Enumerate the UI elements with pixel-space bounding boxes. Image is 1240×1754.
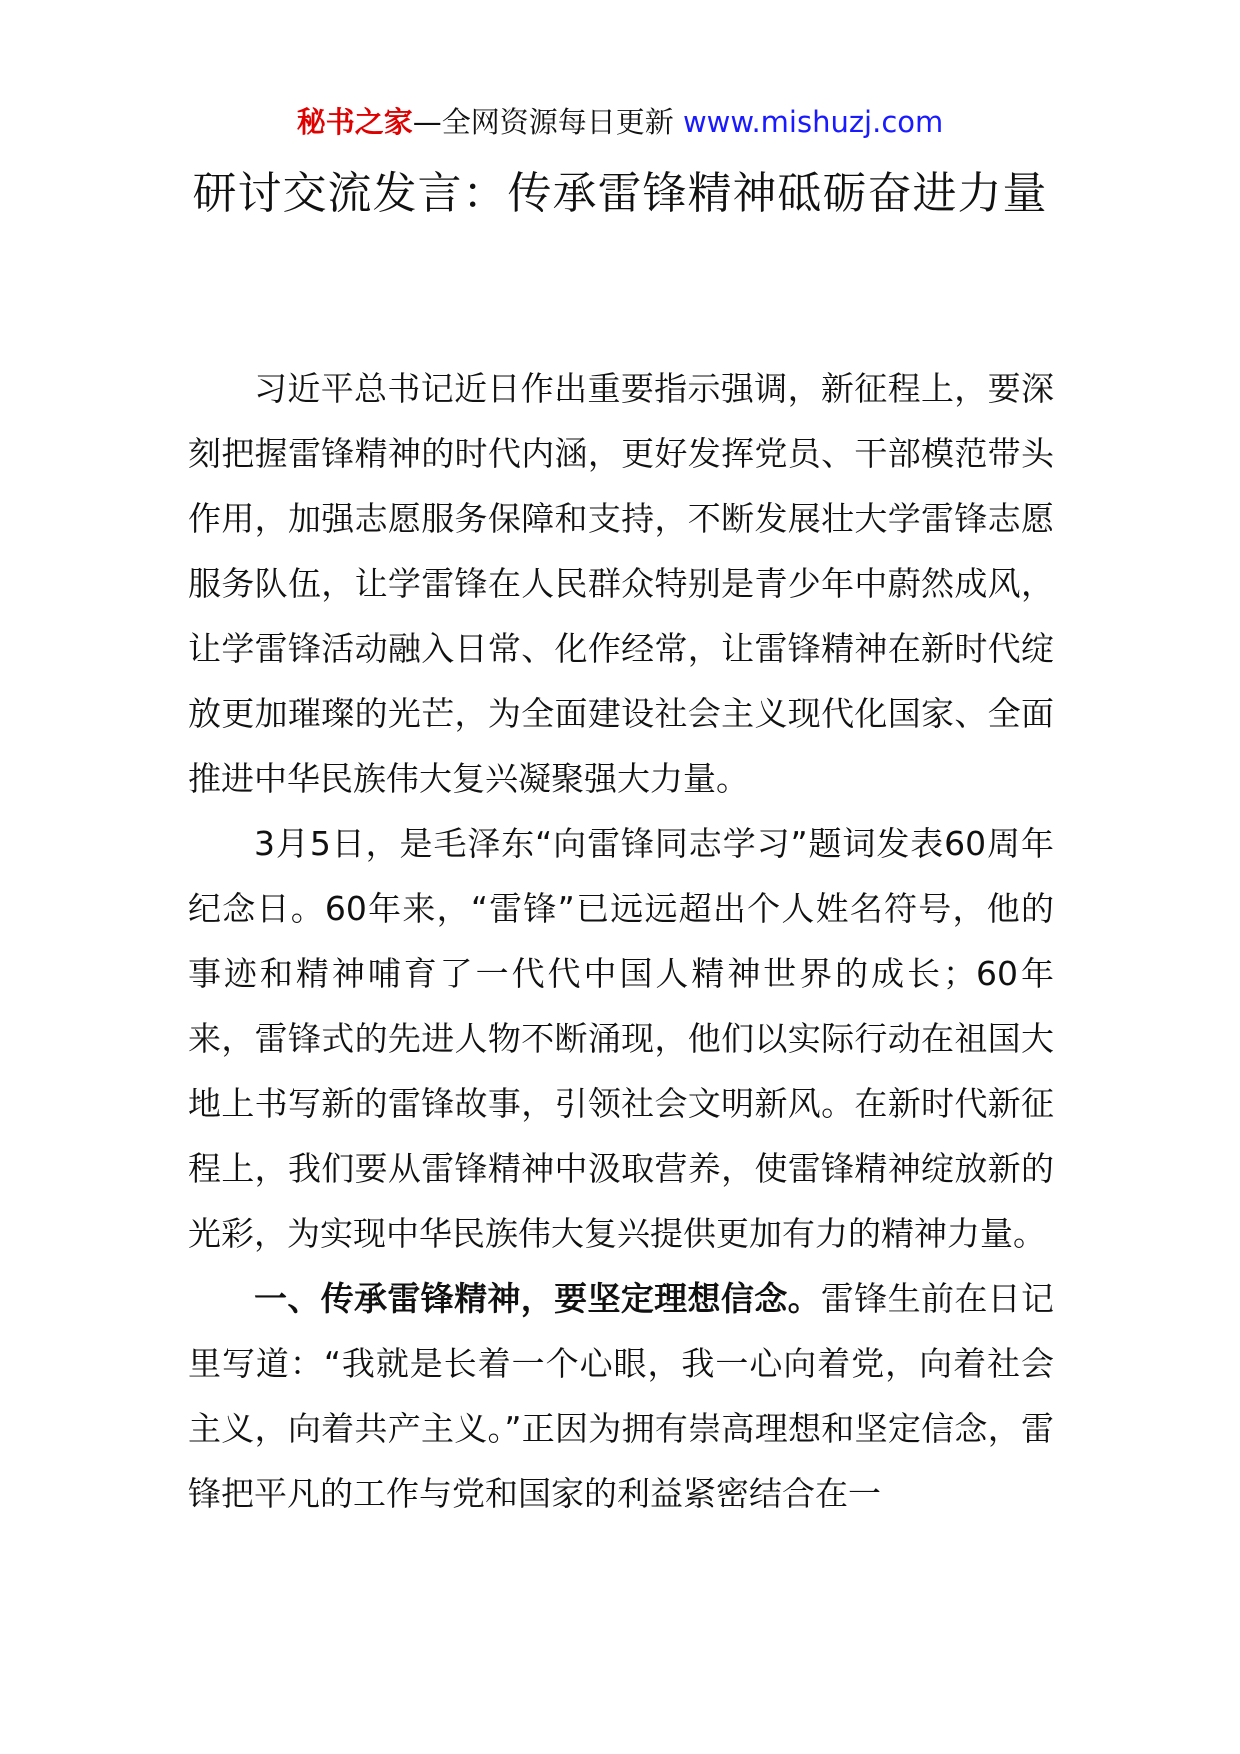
- site-brand: 秘书之家: [296, 105, 413, 139]
- paragraph-3-heading: 一、传承雷锋精神，要坚定理想信念。: [254, 1279, 821, 1318]
- site-url-link[interactable]: www.mishuzj.com: [682, 105, 944, 139]
- paragraph-2: [188, 811, 1054, 1266]
- site-header: [0, 102, 1240, 142]
- document-title: 研讨交流发言：传承雷锋精神砥砺奋进力量: [192, 168, 1048, 219]
- document-body: [188, 356, 1054, 1526]
- site-tagline: —全网资源每日更新: [412, 105, 674, 139]
- paragraph-2-text: 3月5日，是毛泽东“向雷锋同志学习”题词发表60周年纪念日。60年来，“雷锋”已远远超出个人姓名符号，他的事迹和精神哺育了一代代中国人精神世界的成长；60年来，雷锋式的先进人物不断涌现，他们以实际行动在祖国大地上书写新的雷锋故事，引领社会文明新风。在新时代新征程上，我们要从雷锋精神中汲取营养，使雷锋精神绽放新的光彩，为实现中华民族伟大复兴提供更加有力的精神力量。: [188, 824, 1054, 1253]
- paragraph-3-text: 雷锋生前在日记里写道：“我就是长着一个心眼，我一心向着党，向着社会主义，向着共产主义。”正因为拥有崇高理想和坚定信念，雷锋把平凡的工作与党和国家的利益紧密结合在一: [188, 1279, 1055, 1513]
- paragraph-1: [188, 356, 1054, 811]
- paragraph-1-text: 习近平总书记近日作出重要指示强调，新征程上，要深刻把握雷锋精神的时代内涵，更好发挥党员、干部模范带头作用，加强志愿服务保障和支持，不断发展壮大学雷锋志愿服务队伍，让学雷锋在人民群众特别是青少年中蔚然成风，让学雷锋活动融入日常、化作经常，让雷锋精神在新时代绽放更加璀璨的光芒，为全面建设社会主义现代化国家、全面推进中华民族伟大复兴凝聚强大力量。: [188, 369, 1054, 798]
- paragraph-3: [188, 1266, 1054, 1526]
